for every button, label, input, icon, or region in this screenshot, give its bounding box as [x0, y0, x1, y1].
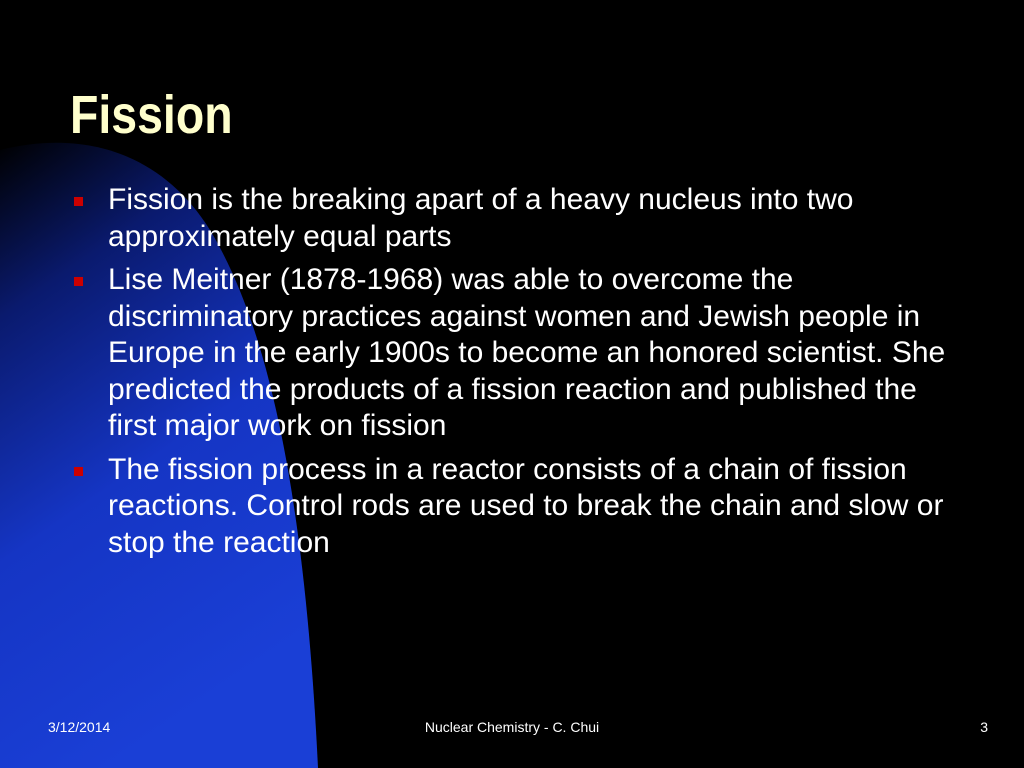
- bullet-item: [70, 452, 970, 562]
- bullet-list: [70, 182, 970, 568]
- bullet-text: The fission process in a reactor consists of a chain of fission reactions. Control rods are used to break the chain and slow or stop the reaction: [108, 452, 944, 559]
- square-bullet-icon: [74, 467, 83, 476]
- footer-title: Nuclear Chemistry - C. Chui: [424, 719, 600, 735]
- bullet-text: Fission is the breaking apart of a heavy nucleus into two approximately equal parts: [108, 183, 854, 253]
- slide-title: Fission: [70, 85, 233, 145]
- footer-date: 3/12/2014: [48, 719, 111, 735]
- bullet-item: [70, 262, 970, 445]
- page-number: 3: [980, 719, 988, 735]
- bullet-text: Lise Meitner (1878-1968) was able to overcome the discriminatory practices against women and Jewish people in Europe in the early 1900s to become an honored scientist. She predicted the products of a fission reaction and published the first major work on fission: [108, 263, 946, 442]
- bullet-item: [70, 182, 970, 255]
- square-bullet-icon: [74, 197, 83, 206]
- square-bullet-icon: [74, 277, 83, 286]
